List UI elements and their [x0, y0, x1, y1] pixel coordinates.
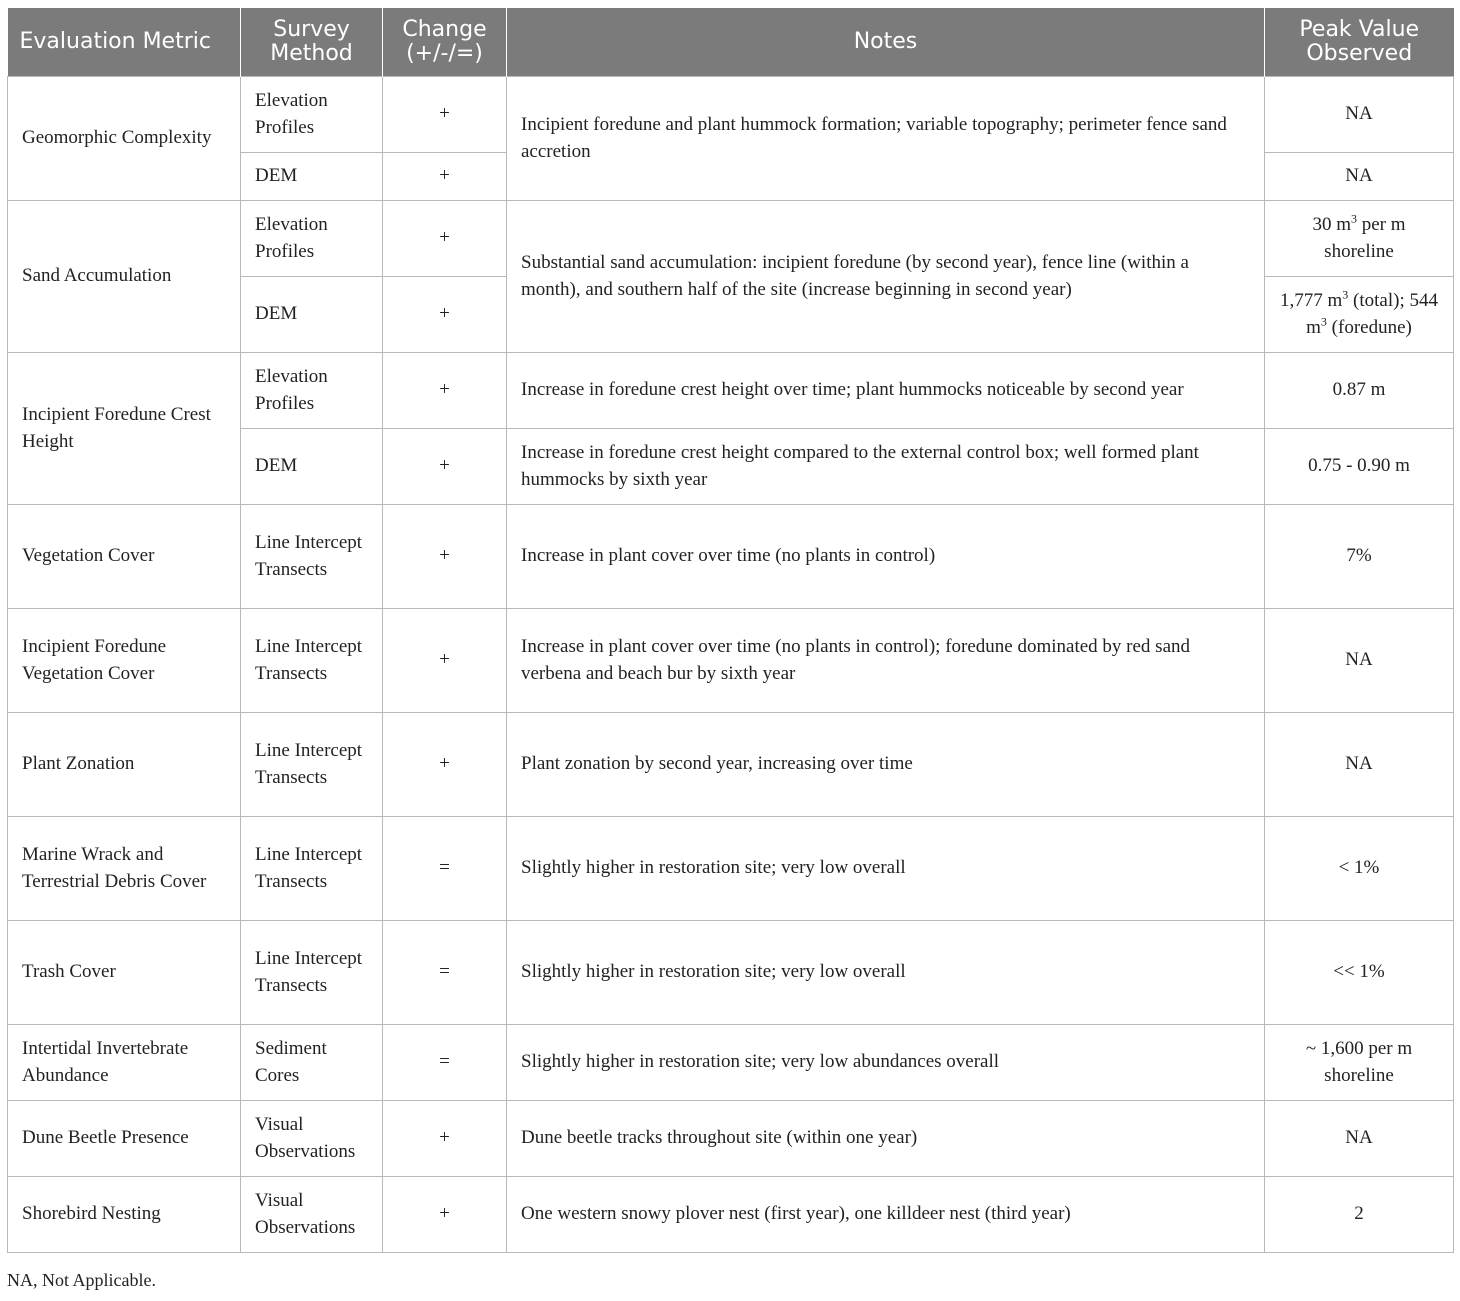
- metric-cell: Marine Wrack and Terrestrial Debris Cover: [8, 816, 241, 920]
- method-cell: Elevation Profiles: [241, 352, 383, 428]
- peak-superscript: 3: [1320, 314, 1327, 329]
- notes-cell: Dune beetle tracks throughout site (within one year): [507, 1100, 1265, 1176]
- notes-cell: Plant zonation by second year, increasing over time: [507, 712, 1265, 816]
- peak-cell: NA: [1265, 1100, 1454, 1176]
- header-change: Change (+/-/=): [383, 8, 507, 76]
- notes-cell: Slightly higher in restoration site; very low overall: [507, 920, 1265, 1024]
- table-row: [8, 1100, 1454, 1176]
- metric-cell: Sand Accumulation: [8, 200, 241, 352]
- notes-cell: Slightly higher in restoration site; very low abundances overall: [507, 1024, 1265, 1100]
- notes-cell: Incipient foredune and plant hummock formation; variable topography; perimeter fence sand accretion: [507, 76, 1265, 200]
- metric-cell: Vegetation Cover: [8, 504, 241, 608]
- method-cell: Line Intercept Transects: [241, 504, 383, 608]
- change-cell: +: [383, 504, 507, 608]
- change-cell: +: [383, 76, 507, 152]
- table-row: [8, 816, 1454, 920]
- change-cell: +: [383, 200, 507, 276]
- change-cell: =: [383, 1024, 507, 1100]
- header-survey-method: Survey Method: [241, 8, 383, 76]
- notes-cell: Increase in foredune crest height compared to the external control box; well formed plant hummocks by sixth year: [507, 428, 1265, 504]
- notes-cell: Slightly higher in restoration site; very low overall: [507, 816, 1265, 920]
- peak-cell: 0.87 m: [1265, 352, 1454, 428]
- peak-cell: NA: [1265, 152, 1454, 200]
- method-cell: Sediment Cores: [241, 1024, 383, 1100]
- metric-cell: Incipient Foredune Vegetation Cover: [8, 608, 241, 712]
- method-cell: Visual Observations: [241, 1176, 383, 1252]
- header-evaluation-metric: Evaluation Metric: [8, 8, 241, 76]
- table-row: [8, 1024, 1454, 1100]
- change-cell: =: [383, 920, 507, 1024]
- method-cell: Elevation Profiles: [241, 200, 383, 276]
- table-row: [8, 1176, 1454, 1252]
- peak-cell: 0.75 - 0.90 m: [1265, 428, 1454, 504]
- header-notes: Notes: [507, 8, 1265, 76]
- table-row: [8, 712, 1454, 816]
- peak-cell: 7%: [1265, 504, 1454, 608]
- header-peak-value: Peak Value Observed: [1265, 8, 1454, 76]
- notes-cell: Increase in plant cover over time (no plants in control): [507, 504, 1265, 608]
- table-row: [8, 200, 1454, 276]
- peak-cell: < 1%: [1265, 816, 1454, 920]
- metric-cell: Trash Cover: [8, 920, 241, 1024]
- peak-text: 1,777 m: [1280, 289, 1343, 311]
- change-cell: +: [383, 352, 507, 428]
- peak-cell: NA: [1265, 608, 1454, 712]
- change-cell: +: [383, 428, 507, 504]
- header-row: [8, 8, 1454, 76]
- evaluation-table: [7, 8, 1454, 1253]
- method-cell: Line Intercept Transects: [241, 920, 383, 1024]
- metric-cell: Plant Zonation: [8, 712, 241, 816]
- table-row: [8, 920, 1454, 1024]
- notes-cell: Substantial sand accumulation: incipient foredune (by second year), fence line (within a month), and southern half of the site (increase beginning in second year): [507, 200, 1265, 352]
- metric-cell: Shorebird Nesting: [8, 1176, 241, 1252]
- peak-cell: [1265, 276, 1454, 352]
- method-cell: Line Intercept Transects: [241, 712, 383, 816]
- method-cell: DEM: [241, 276, 383, 352]
- metric-cell: Geomorphic Complexity: [8, 76, 241, 200]
- peak-cell: << 1%: [1265, 920, 1454, 1024]
- peak-cell: NA: [1265, 76, 1454, 152]
- change-cell: +: [383, 1176, 507, 1252]
- change-cell: +: [383, 276, 507, 352]
- table-footnote: NA, Not Applicable.: [7, 1270, 156, 1290]
- change-cell: +: [383, 712, 507, 816]
- peak-cell: NA: [1265, 712, 1454, 816]
- notes-cell: Increase in foredune crest height over time; plant hummocks noticeable by second year: [507, 352, 1265, 428]
- table-row: [8, 608, 1454, 712]
- metric-cell: Incipient Foredune Crest Height: [8, 352, 241, 504]
- notes-cell: Increase in plant cover over time (no plants in control); foredune dominated by red sand verbena and beach bur by sixth year: [507, 608, 1265, 712]
- method-cell: DEM: [241, 428, 383, 504]
- method-cell: Visual Observations: [241, 1100, 383, 1176]
- change-cell: +: [383, 1100, 507, 1176]
- change-cell: +: [383, 608, 507, 712]
- peak-superscript: 3: [1350, 211, 1357, 226]
- change-cell: =: [383, 816, 507, 920]
- method-cell: Line Intercept Transects: [241, 816, 383, 920]
- notes-cell: One western snowy plover nest (first year), one killdeer nest (third year): [507, 1176, 1265, 1252]
- peak-text: (total); 544 m: [1306, 289, 1438, 338]
- metric-cell: Intertidal Invertebrate Abundance: [8, 1024, 241, 1100]
- peak-text: 30 m: [1312, 213, 1351, 235]
- method-cell: DEM: [241, 152, 383, 200]
- peak-cell: [1265, 200, 1454, 276]
- table-row: [8, 352, 1454, 428]
- metric-cell: Dune Beetle Presence: [8, 1100, 241, 1176]
- table-row: [8, 504, 1454, 608]
- peak-cell: 2: [1265, 1176, 1454, 1252]
- method-cell: Elevation Profiles: [241, 76, 383, 152]
- change-cell: +: [383, 152, 507, 200]
- peak-superscript: 3: [1342, 287, 1349, 302]
- method-cell: Line Intercept Transects: [241, 608, 383, 712]
- peak-text: per m shoreline: [1324, 213, 1406, 262]
- peak-cell: ~ 1,600 per m shoreline: [1265, 1024, 1454, 1100]
- table-row: [8, 76, 1454, 152]
- peak-text: (foredune): [1326, 317, 1412, 338]
